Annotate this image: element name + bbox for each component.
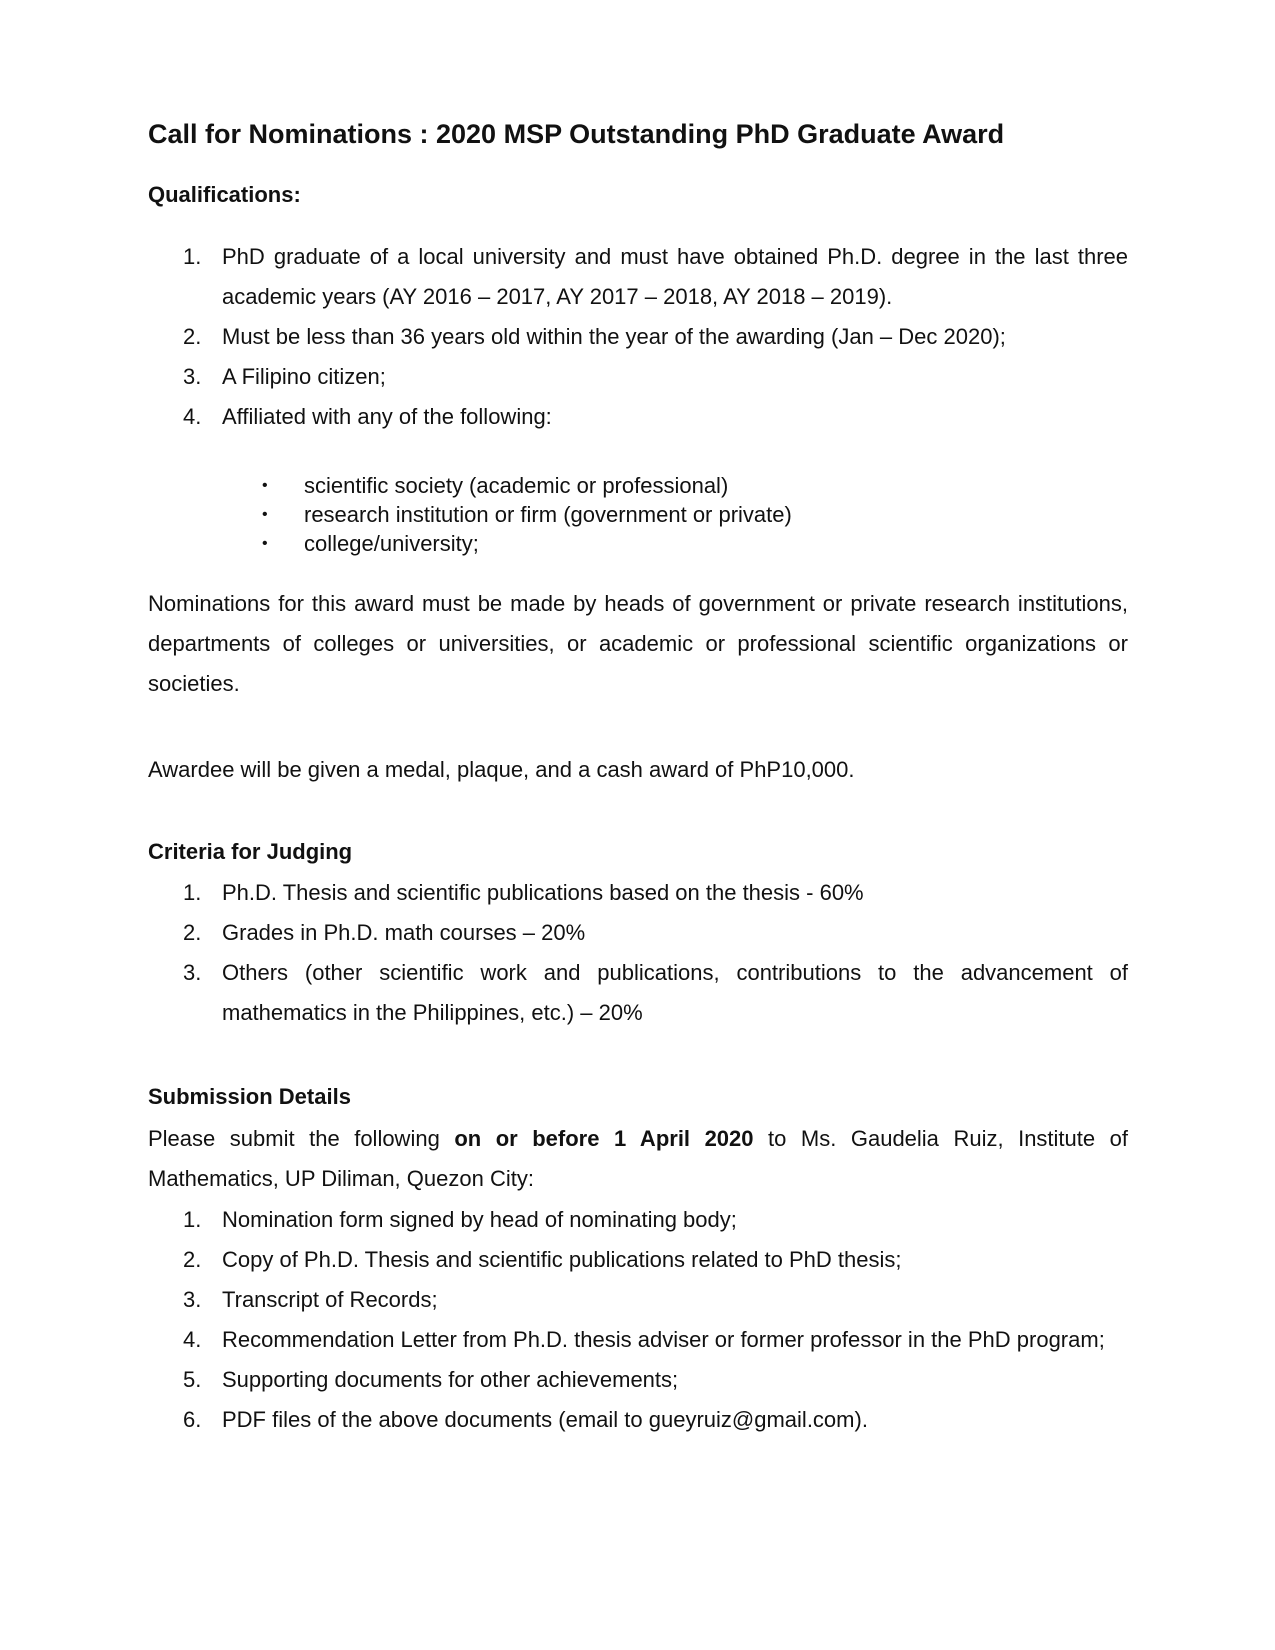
list-number: 4.	[183, 1327, 202, 1352]
qualifications-list	[148, 237, 1128, 437]
list-number: 2.	[183, 1247, 202, 1272]
list-number: 4.	[183, 404, 202, 429]
list-item-text: college/university;	[304, 531, 479, 556]
criteria-list	[148, 873, 1128, 1033]
list-item-text: scientific society (academic or professional)	[304, 473, 729, 498]
list-item-text: Ph.D. Thesis and scientific publications based on the thesis - 60%	[222, 880, 864, 905]
list-item	[148, 1240, 1128, 1280]
award-paragraph: Awardee will be given a medal, plaque, and a cash award of PhP10,000.	[148, 757, 855, 782]
list-item-text: Copy of Ph.D. Thesis and scientific publications related to PhD thesis;	[222, 1247, 902, 1272]
list-item-text: PhD graduate of a local university and must have obtained Ph.D. degree in the last three academic years (AY 2016 – 2017, AY 2017 – 2018, AY 2018 – 2019).	[222, 244, 1128, 309]
list-number: 3.	[183, 364, 202, 389]
bullet-icon: •	[262, 535, 268, 552]
list-item	[148, 471, 1128, 500]
list-item	[148, 397, 1128, 437]
list-item-text: Transcript of Records;	[222, 1287, 438, 1312]
list-item	[148, 1400, 1128, 1440]
list-item-text: Grades in Ph.D. math courses – 20%	[222, 920, 586, 945]
list-item-text: Supporting documents for other achievements;	[222, 1367, 679, 1392]
qualifications-heading: Qualifications:	[148, 182, 301, 207]
list-item	[148, 913, 1128, 953]
bullet-icon: •	[262, 506, 268, 523]
list-item	[148, 953, 1128, 1033]
list-item	[148, 1280, 1128, 1320]
list-number: 6.	[183, 1407, 202, 1432]
affiliations-list	[148, 471, 1128, 558]
list-item	[148, 500, 1128, 529]
nominations-paragraph: Nominations for this award must be made by heads of government or private research institutions, departments of colleges or universities, or academic or professional scientific organizations or societies.	[148, 591, 1128, 696]
list-number: 1.	[183, 880, 202, 905]
list-number: 2.	[183, 920, 202, 945]
list-item-text: A Filipino citizen;	[222, 364, 386, 389]
page-title: Call for Nominations : 2020 MSP Outstanding PhD Graduate Award	[148, 119, 1005, 149]
list-number: 3.	[183, 960, 202, 985]
list-item	[148, 317, 1128, 357]
submission-deadline: on or before 1 April 2020	[454, 1126, 754, 1151]
list-item	[148, 357, 1128, 397]
criteria-heading: Criteria for Judging	[148, 839, 353, 864]
bullet-icon: •	[262, 477, 268, 494]
list-item-text: Must be less than 36 years old within the year of the awarding (Jan – Dec 2020);	[222, 324, 1006, 349]
list-item-text: Others (other scientific work and publications, contributions to the advancement of mathematics in the Philippines, etc.) – 20%	[222, 960, 1128, 1025]
list-item	[148, 237, 1128, 317]
list-item-text: PDF files of the above documents (email to gueyruiz@gmail.com).	[222, 1407, 868, 1432]
list-number: 3.	[183, 1287, 202, 1312]
list-item-text: Nomination form signed by head of nominating body;	[222, 1207, 737, 1232]
list-number: 5.	[183, 1367, 202, 1392]
submission-intro-start: Please submit the following	[148, 1126, 455, 1151]
list-item	[148, 529, 1128, 558]
submission-heading: Submission Details	[148, 1084, 351, 1109]
submission-list	[148, 1200, 1128, 1440]
list-item	[148, 1200, 1128, 1240]
submission-intro	[148, 1119, 1128, 1199]
list-item	[148, 1360, 1128, 1400]
list-item	[148, 873, 1128, 913]
list-item	[148, 1320, 1128, 1360]
submission-intro-end: to Ms. Gaudelia Ruiz, Institute of Mathematics, UP Diliman, Quezon City:	[148, 1126, 1128, 1191]
list-item-text: Recommendation Letter from Ph.D. thesis adviser or former professor in the PhD program;	[222, 1327, 1105, 1352]
list-number: 2.	[183, 324, 202, 349]
list-item-text: research institution or firm (government or private)	[304, 502, 792, 527]
list-number: 1.	[183, 1207, 202, 1232]
list-item-text: Affiliated with any of the following:	[222, 404, 552, 429]
list-number: 1.	[183, 244, 202, 269]
